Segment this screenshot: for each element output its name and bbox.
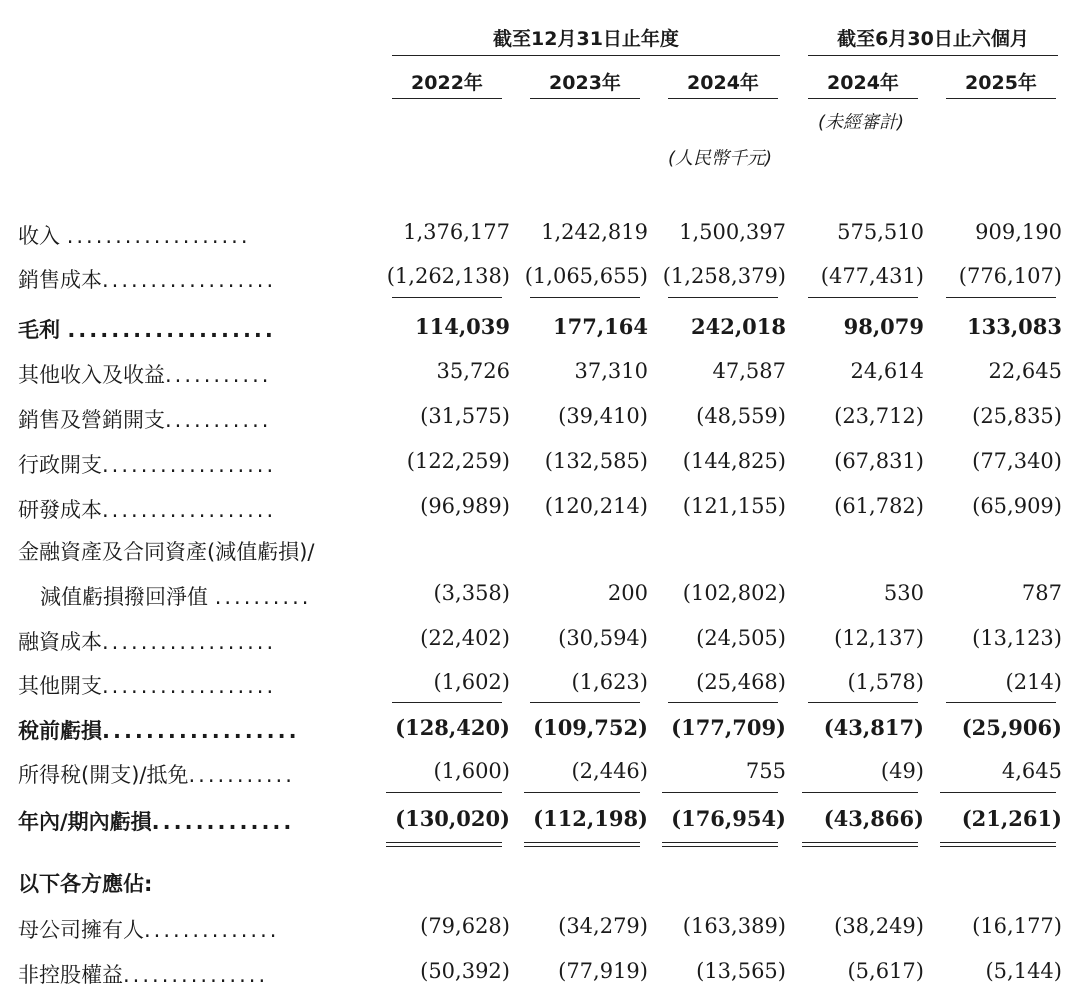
row-value: (1,578) (847, 670, 924, 694)
header-year-2024-h1: 2024年 (808, 68, 918, 99)
row-value: (39,410) (558, 404, 648, 428)
row-value: (43,817) (823, 715, 924, 740)
row-label: 收入 ................... (18, 224, 251, 248)
row-label: 其他收入及收益........... (18, 363, 272, 387)
unaudited-note: (未經審計) (818, 112, 905, 133)
total-double-rule (802, 842, 918, 847)
row-value: (38,249) (834, 914, 924, 938)
row-value: 114,039 (415, 314, 510, 339)
row-value: 47,587 (712, 359, 786, 383)
row-label: 金融資產及合同資產(減值虧損)/ (18, 540, 315, 564)
row-value: (5,144) (985, 959, 1062, 983)
row-value: (176,954) (671, 806, 786, 831)
row-loss-for-period (0, 802, 1080, 842)
row-label: 研發成本.................. (18, 498, 277, 522)
subtotal-rule (808, 297, 918, 298)
row-value: (67,831) (834, 449, 924, 473)
row-value: (1,600) (433, 759, 510, 783)
header-year-2023: 2023年 (530, 68, 640, 99)
row-value: 909,190 (975, 220, 1062, 244)
row-value: 1,242,819 (541, 220, 648, 244)
total-double-rule (662, 842, 778, 847)
row-gross-profit (0, 310, 1080, 350)
row-value: 575,510 (837, 220, 924, 244)
row-value: (130,020) (395, 806, 510, 831)
row-non-controlling-interests (0, 955, 1080, 995)
row-label: 年內/期內虧損............. (18, 810, 295, 834)
subtotal-rule (392, 297, 502, 298)
row-value: (144,825) (682, 449, 786, 473)
row-value: (3,358) (433, 581, 510, 605)
row-value: (102,802) (682, 581, 786, 605)
subtotal-rule (946, 297, 1056, 298)
row-impairment (0, 577, 1080, 617)
row-label: 銷售成本.................. (18, 268, 277, 292)
row-label: 其他開支.................. (18, 674, 277, 698)
row-value: (1,262,138) (386, 264, 510, 288)
row-value: (50,392) (420, 959, 510, 983)
total-double-rule (524, 842, 640, 847)
row-label: 融資成本.................. (18, 630, 277, 654)
row-label: 稅前虧損.................. (18, 719, 300, 743)
row-revenue (0, 216, 1080, 256)
row-value: (12,137) (834, 626, 924, 650)
header-year-2022: 2022年 (392, 68, 502, 99)
row-value: (24,505) (696, 626, 786, 650)
total-double-rule (940, 842, 1056, 847)
row-label: 行政開支.................. (18, 453, 277, 477)
row-value: (776,107) (958, 264, 1062, 288)
row-value: (43,866) (823, 806, 924, 831)
row-label: 銷售及營銷開支........... (18, 408, 272, 432)
row-value: (13,565) (696, 959, 786, 983)
row-parent-owners (0, 910, 1080, 950)
row-value: (177,709) (671, 715, 786, 740)
row-value: (1,258,379) (662, 264, 786, 288)
row-value: (109,752) (533, 715, 648, 740)
row-value: (65,909) (972, 494, 1062, 518)
row-value: (163,389) (682, 914, 786, 938)
row-value: (31,575) (420, 404, 510, 428)
row-value: (25,906) (961, 715, 1062, 740)
row-value: (1,623) (571, 670, 648, 694)
row-value: (77,340) (972, 449, 1062, 473)
subtotal-rule (662, 792, 778, 793)
header-year-2025-h1: 2025年 (946, 68, 1056, 99)
row-value: (79,628) (420, 914, 510, 938)
row-value: 177,164 (553, 314, 648, 339)
row-label: 以下各方應佔: (18, 872, 153, 896)
row-value: (30,594) (558, 626, 648, 650)
subtotal-rule (530, 702, 640, 703)
row-value: 98,079 (843, 314, 924, 339)
row-value: (77,919) (558, 959, 648, 983)
row-value: 24,614 (850, 359, 924, 383)
subtotal-rule (802, 792, 918, 793)
row-value: (49) (880, 759, 924, 783)
row-value: (61,782) (834, 494, 924, 518)
subtotal-rule (386, 792, 502, 793)
row-value: (121,155) (682, 494, 786, 518)
row-value: 200 (607, 581, 648, 605)
total-double-rule (386, 842, 502, 847)
row-value: (2,446) (571, 759, 648, 783)
row-value: 4,645 (1001, 759, 1062, 783)
subtotal-rule (668, 702, 778, 703)
row-value: 22,645 (988, 359, 1062, 383)
row-income-tax (0, 755, 1080, 795)
header-year-2024: 2024年 (668, 68, 778, 99)
row-value: (477,431) (820, 264, 924, 288)
row-value: (1,065,655) (524, 264, 648, 288)
row-selling-expenses (0, 400, 1080, 440)
subtotal-rule (530, 297, 640, 298)
row-value: 755 (745, 759, 786, 783)
row-impairment-heading (0, 532, 1080, 572)
row-value: (13,123) (972, 626, 1062, 650)
row-value: (96,989) (420, 494, 510, 518)
subtotal-rule (940, 792, 1056, 793)
row-value: 35,726 (436, 359, 510, 383)
row-label: 毛利 ................... (18, 318, 276, 342)
row-value: (21,261) (961, 806, 1062, 831)
row-value: (132,585) (544, 449, 648, 473)
row-value: (128,420) (395, 715, 510, 740)
row-value: (25,835) (972, 404, 1062, 428)
subtotal-rule (946, 702, 1056, 703)
subtotal-rule (808, 702, 918, 703)
row-value: (16,177) (972, 914, 1062, 938)
row-value: (112,198) (533, 806, 648, 831)
row-label: 所得稅(開支)/抵免........... (18, 763, 295, 787)
row-value: 37,310 (574, 359, 648, 383)
currency-note: (人民幣千元) (668, 148, 773, 169)
row-other-expenses (0, 666, 1080, 706)
row-value: (5,617) (847, 959, 924, 983)
header-group-year-ended: 截至12月31日止年度 (392, 24, 780, 56)
row-value: 242,018 (691, 314, 786, 339)
row-loss-before-tax (0, 711, 1080, 751)
row-value: (23,712) (834, 404, 924, 428)
subtotal-rule (668, 297, 778, 298)
subtotal-rule (392, 702, 502, 703)
row-value: (48,559) (696, 404, 786, 428)
row-value: (214) (1005, 670, 1062, 694)
row-label: 非控股權益............... (18, 963, 269, 987)
row-value: (22,402) (420, 626, 510, 650)
row-value: (34,279) (558, 914, 648, 938)
row-value: (25,468) (696, 670, 786, 694)
header-group-six-months: 截至6月30日止六個月 (808, 24, 1058, 56)
row-rd-costs (0, 490, 1080, 530)
row-value: 133,083 (967, 314, 1062, 339)
row-value: (120,214) (544, 494, 648, 518)
subtotal-rule (524, 792, 640, 793)
row-label: 減值虧損撥回淨值 .......... (40, 585, 312, 609)
row-value: 1,500,397 (679, 220, 786, 244)
row-admin-expenses (0, 445, 1080, 485)
row-cost-of-sales (0, 260, 1080, 300)
row-finance-costs (0, 622, 1080, 662)
row-value: (122,259) (406, 449, 510, 473)
row-value: (1,602) (433, 670, 510, 694)
row-other-income (0, 355, 1080, 395)
row-label: 母公司擁有人.............. (18, 918, 280, 942)
row-value: 1,376,177 (403, 220, 510, 244)
row-value: 787 (1021, 581, 1062, 605)
row-attributable-heading (0, 864, 1080, 904)
row-value: 530 (883, 581, 924, 605)
